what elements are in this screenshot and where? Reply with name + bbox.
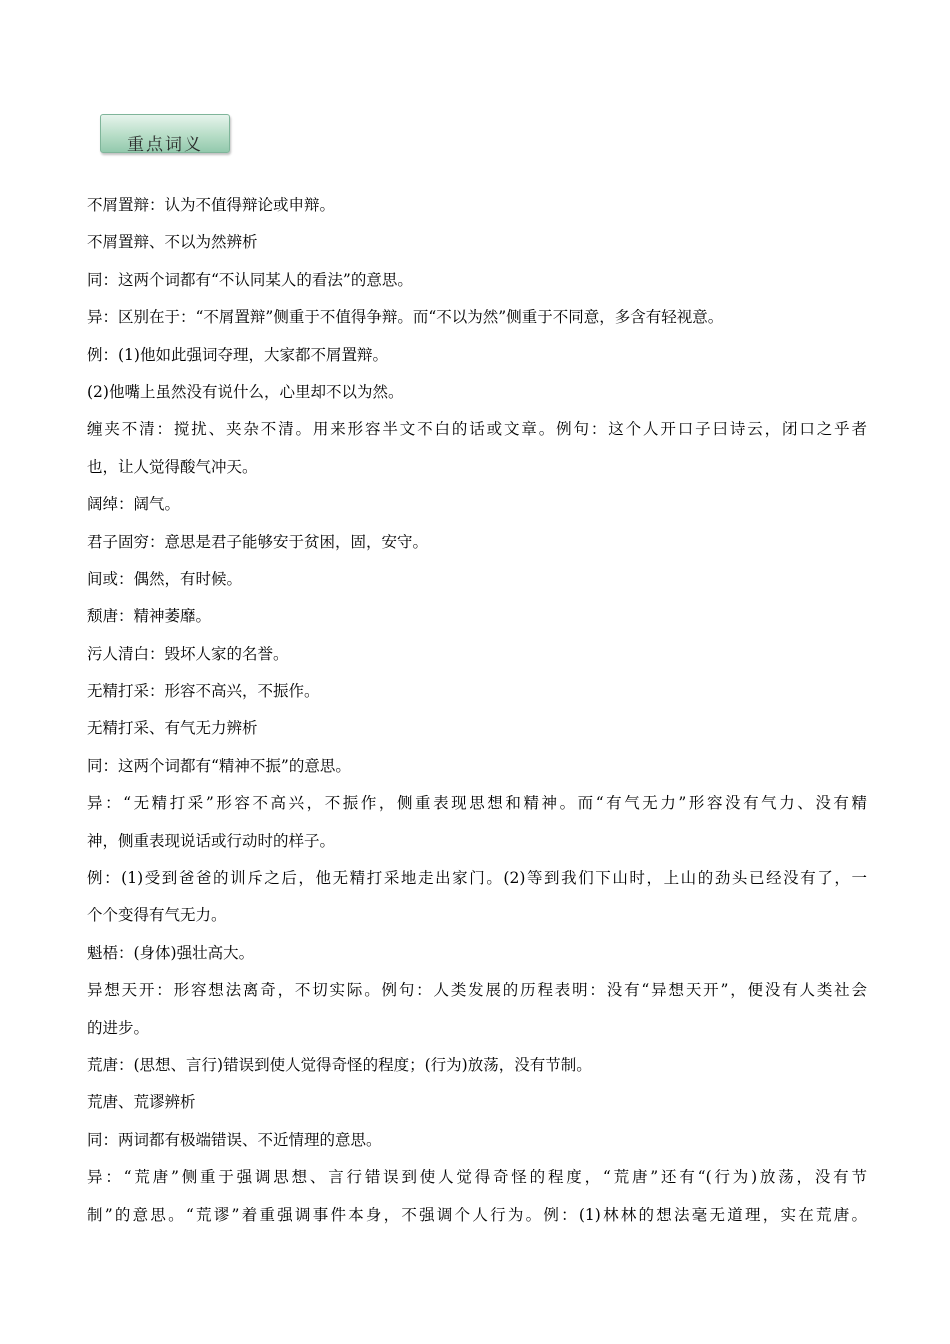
text-line: 荒唐、荒谬辨析 <box>87 1093 196 1112</box>
section-badge-label: 重点词义 <box>127 135 203 153</box>
text-line: 同：这两个词都有“不认同某人的看法”的意思。 <box>87 270 413 289</box>
text-line: 也，让人觉得酸气冲天。 <box>87 457 258 476</box>
text-line: 魁梧：(身体)强壮高大。 <box>87 943 255 962</box>
text-line: 同：这两个词都有“精神不振”的意思。 <box>87 756 351 775</box>
text-line: 阔绰：阔气。 <box>87 495 181 514</box>
text-line: 例：(1)他如此强词夺理，大家都不屑置辩。 <box>87 345 388 364</box>
text-line: 异想天开：形容想法离奇，不切实际。例句：人类发展的历程表明：没有“异想天开”，便没有人类社会 <box>87 981 867 1000</box>
text-line: 无精打采、有气无力辨析 <box>87 719 258 738</box>
text-line: 颓唐：精神萎靡。 <box>87 607 212 626</box>
document-body <box>87 187 867 1234</box>
text-line: 不屑置辩、不以为然辨析 <box>87 233 258 252</box>
text-line: 无精打采：形容不高兴，不振作。 <box>87 682 320 701</box>
text-line: 不屑置辩：认为不值得辩论或申辩。 <box>87 196 336 214</box>
text-line: 缠夹不清：搅扰、夹杂不清。用来形容半文不白的话或文章。例句：这个人开口子曰诗云，闭口之乎者 <box>87 420 867 439</box>
text-line: 个个变得有气无力。 <box>87 906 227 925</box>
text-line: 异：“无精打采”形容不高兴，不振作，侧重表现思想和精神。而“有气无力”形容没有气力、没有精 <box>87 794 867 813</box>
text-line: (2)他嘴上虽然没有说什么，心里却不以为然。 <box>87 382 404 401</box>
text-line: 神，侧重表现说话或行动时的样子。 <box>87 831 336 850</box>
text-line: 君子固穷：意思是君子能够安于贫困，固，安守。 <box>87 532 429 551</box>
text-line: 的进步。 <box>87 1018 150 1037</box>
text-line: 同：两词都有极端错误、不近情理的意思。 <box>87 1130 382 1149</box>
text-line: 异：区别在于：“不屑置辩”侧重于不值得争辩。而“不以为然”侧重于不同意，多含有轻视意。 <box>87 308 724 327</box>
text-line: 异：“荒唐”侧重于强调思想、言行错误到使人觉得奇怪的程度，“荒唐”还有“(行为)放荡，没有节 <box>87 1168 867 1187</box>
text-line: 间或：偶然，有时候。 <box>87 569 243 588</box>
text-line: 污人清白：毁坏人家的名誉。 <box>87 644 289 663</box>
section-badge <box>100 114 230 153</box>
text-line: 荒唐：(思想、言行)错误到使人觉得奇怪的程度；(行为)放荡，没有节制。 <box>87 1055 592 1074</box>
text-line: 例：(1)受到爸爸的训斥之后，他无精打采地走出家门。(2)等到我们下山时，上山的劲头已经没有了，一 <box>87 869 867 888</box>
text-line: 制”的意思。“荒谬”着重强调事件本身，不强调个人行为。例：(1)林林的想法毫无道理，实在荒唐。 <box>87 1205 867 1224</box>
